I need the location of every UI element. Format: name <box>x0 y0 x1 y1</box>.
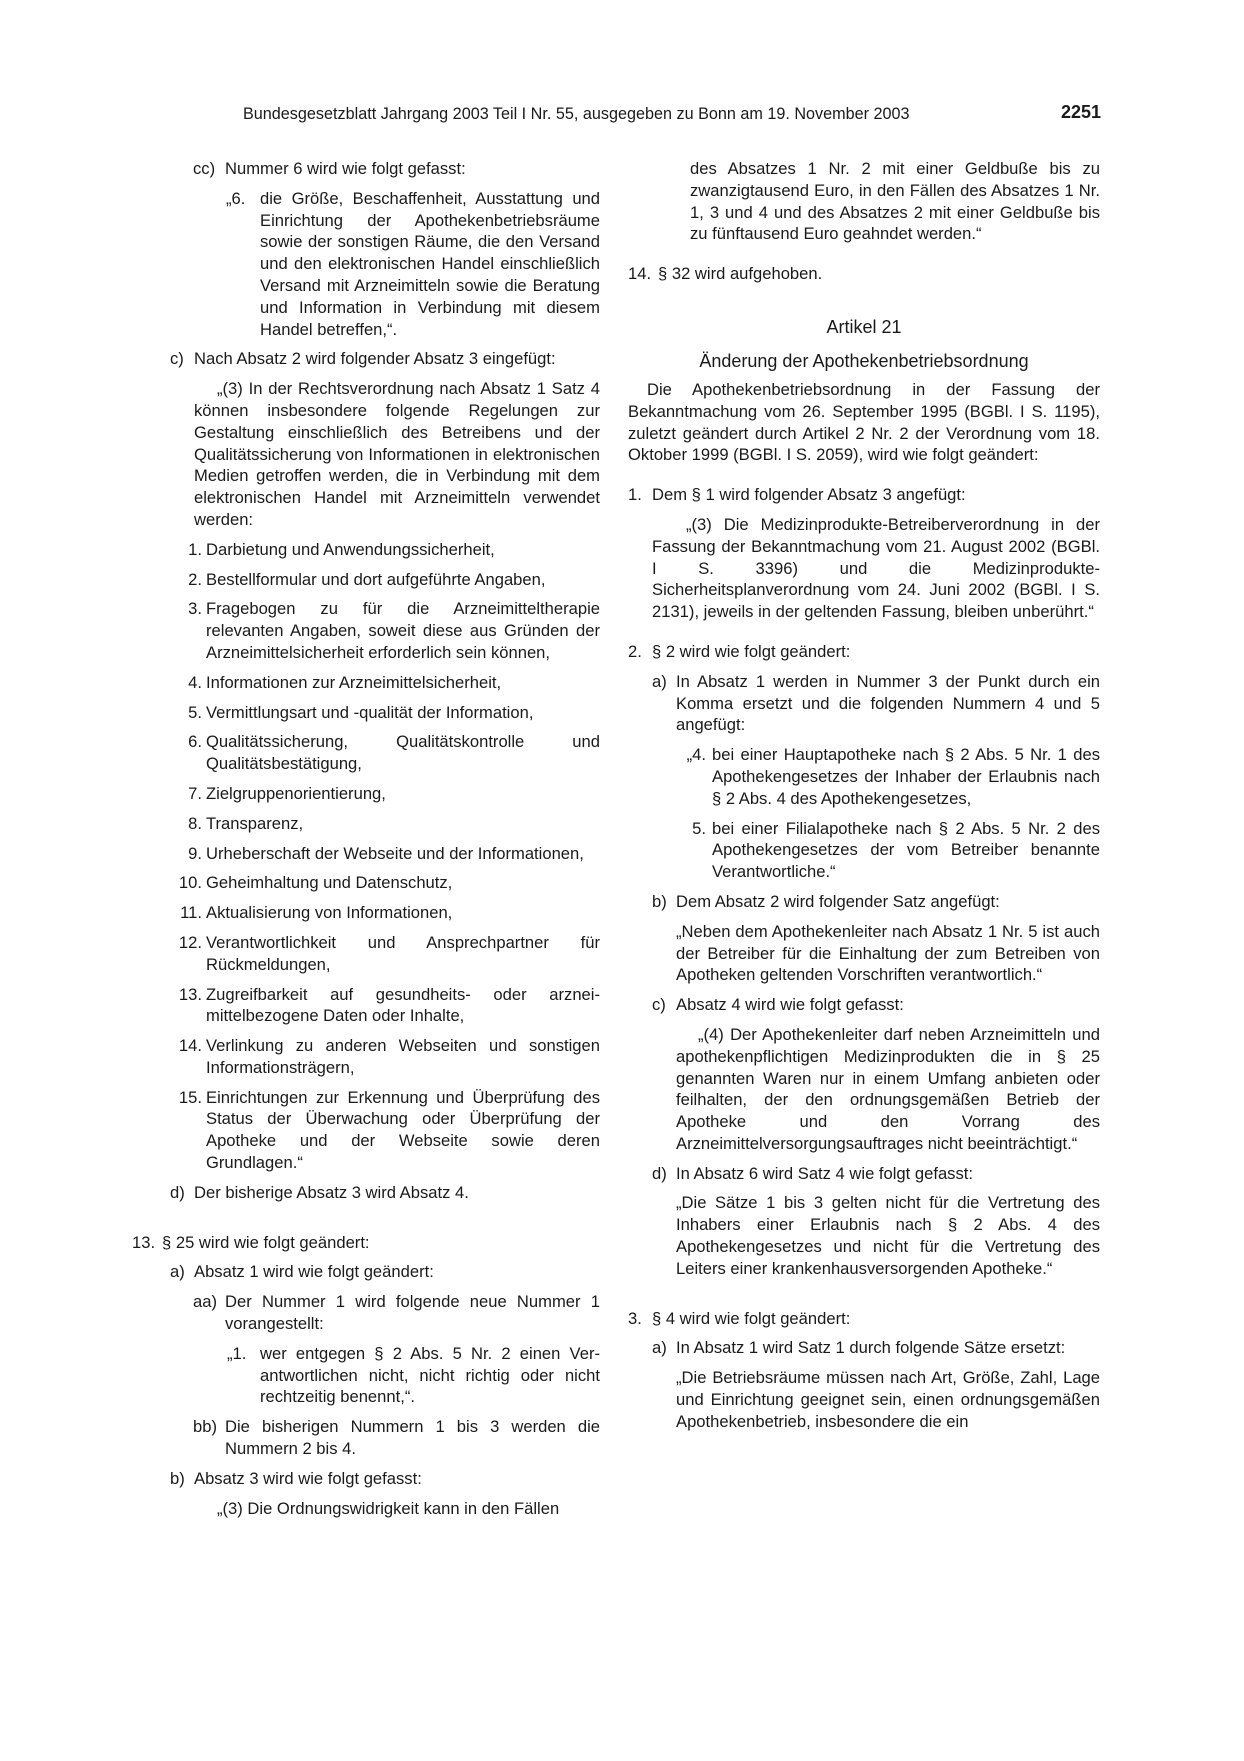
item-r2-c <box>628 994 1100 1016</box>
item-text: § 25 wird wie folgt geändert: <box>162 1232 370 1252</box>
item-label: 3. <box>628 1308 642 1328</box>
list-item <box>130 872 600 894</box>
list-item-number: 11. <box>180 903 202 923</box>
list-item-text: Verantwortlichkeit und Ansprechpartner für Rückmeldungen, <box>206 932 600 974</box>
item-r2-b <box>628 891 1100 913</box>
item-label: b) <box>170 1468 185 1488</box>
list-item <box>130 813 600 835</box>
item-r2-a-5 <box>628 818 1100 883</box>
item-label: „4. <box>686 745 706 765</box>
item-text: Dem § 1 wird folgender Absatz 3 angefügt: <box>652 485 966 505</box>
item-text: wer entgegen § 2 Abs. 5 Nr. 2 einen Verantwortlichen nicht, nicht richtig oder nicht rechtzeitig benennt,“. <box>260 1343 600 1407</box>
paragraph-r2-d-quote: „Die Sätze 1 bis 3 gelten nicht für die Vertretung des Inhabers einer Erlaubnis nach § 2 Abs. 4 des Apothekengesetzes und nicht für die Vertretung des Leiters einer krankenhausversorgenden Apotheke.“ <box>676 1193 1100 1278</box>
item-label: cc) <box>193 159 216 178</box>
page-header <box>243 103 1101 127</box>
article-subtitle: Änderung der Apothekenbetriebsordnung <box>699 350 1029 371</box>
item-1-quote <box>130 1343 600 1408</box>
left-column <box>130 158 600 1519</box>
paragraph-r3-a-quote: „Die Betriebsräume müssen nach Art, Größe, Zahl, Lage und Einrichtung geeignet sein, einen ordnungsgemäßen Apothekenbetrieb, insbesondere die ein <box>676 1368 1100 1431</box>
list-item <box>130 1087 600 1174</box>
item-d <box>130 1182 600 1204</box>
list-item-text: Bestellformular und dort aufgeführte Angaben, <box>206 569 546 589</box>
header-title: Bundesgesetzblatt Jahrgang 2003 Teil I Nr. 55, ausgegeben zu Bonn am 19. November 2003 <box>243 105 910 123</box>
item-r2-a-4 <box>628 744 1100 809</box>
list-item-text: Geheimhaltung und Datenschutz, <box>206 873 453 893</box>
item-label: aa) <box>193 1292 217 1312</box>
list-item <box>130 783 600 805</box>
item-label: c) <box>652 995 666 1015</box>
list-item <box>130 731 600 775</box>
item-13-b <box>130 1468 600 1490</box>
item-13 <box>130 1232 600 1254</box>
item-r2-a <box>628 671 1100 736</box>
item-text: In Absatz 6 wird Satz 4 wie folgt gefasst: <box>676 1163 973 1183</box>
list-item-text: Urheberschaft der Webseite und der Informationen, <box>206 843 584 863</box>
list-item-text: Einrichtungen zur Erkennung und Überprüfung des Status der Überwachung oder Überprüfung der Apotheke und der Webseite sowie deren Grundlagen.“ <box>206 1087 600 1173</box>
item-13-a <box>130 1261 600 1283</box>
list-item-text: Informationen zur Arzneimittelsicherheit, <box>206 672 502 692</box>
item-text: die Größe, Beschaffenheit, Ausstattung und Einrichtung der Apothekenbetriebsräume sowie der sonstigen Räume, die den Versand und den elektronischen Handel einschließlich Versand mit Arzneimitteln sowie die Beratung und Information in Verbindung mit diesem Handel betreffen,“. <box>260 188 600 339</box>
item-r2-d <box>628 1163 1100 1185</box>
item-text: Der bisherige Absatz 3 wird Absatz 4. <box>194 1182 469 1202</box>
item-text: Nummer 6 wird wie folgt gefasst: <box>225 159 466 178</box>
enumeration-list <box>130 539 600 1174</box>
item-label: a) <box>170 1262 185 1282</box>
list-item <box>130 702 600 724</box>
list-item <box>130 672 600 694</box>
item-text: bei einer Filialapotheke nach § 2 Abs. 5 Nr. 2 des Apothekengesetzes der vom Betreiber benannte Verantwortliche.“ <box>712 818 1100 882</box>
list-item-text: Verlinkung zu anderen Webseiten und sonstigen Informationsträgern, <box>206 1036 600 1077</box>
list-item <box>130 902 600 924</box>
list-item-number: 4. <box>188 672 202 692</box>
list-item <box>130 843 600 865</box>
item-label: a) <box>652 671 667 691</box>
list-item <box>130 569 600 591</box>
item-text: Absatz 1 wird wie folgt geändert: <box>194 1262 434 1282</box>
continued-text: des Absatzes 1 Nr. 2 mit einer Geldbuße bis zu zwanzigtausend Euro, in den Fällen des Absatzes 1 Nr. 1, 3 und 4 und des Absatzes 2 mit einer Geldbuße bis zu fünftausend Euro geahndet werden.“ <box>690 159 1100 244</box>
article-intro: Die Apothekenbetriebsordnung in der Fassung der Bekanntmachung vom 26. September 1995 (BGBl. I S. 1195), zuletzt geändert durch Artikel 2 Nr. 2 der Verordnung vom 18. Oktober 1999 (BGBl. I S. 2059), wird wie folgt geändert: <box>628 379 1100 465</box>
item-text: In Absatz 1 werden in Nummer 3 der Punkt durch ein Komma ersetzt und die folgenden Nummern 4 und 5 angefügt: <box>676 671 1100 735</box>
item-r3-a <box>628 1337 1100 1359</box>
list-item <box>130 984 600 1028</box>
item-text: Nach Absatz 2 wird folgender Absatz 3 eingefügt: <box>194 349 556 369</box>
item-text: bei einer Hauptapotheke nach § 2 Abs. 5 Nr. 1 des Apothekengesetzes der Inhaber der Erlaubnis nach § 2 Abs. 4 des Apothekengesetzes, <box>712 745 1100 808</box>
item-r2 <box>628 641 1100 663</box>
item-label: d) <box>170 1182 185 1202</box>
item-aa <box>130 1291 600 1335</box>
item-label: 1. <box>628 485 642 505</box>
item-label: d) <box>652 1163 667 1183</box>
item-text: § 4 wird wie folgt geändert: <box>652 1308 851 1328</box>
item-label: 5. <box>692 818 706 838</box>
item-text: Absatz 3 wird wie folgt gefasst: <box>194 1468 422 1488</box>
list-item-text: Zugreifbarkeit auf gesundheits- oder arzneimittelbezogene Daten oder Inhalte, <box>206 984 600 1026</box>
paragraph-r1-quote: „(3) Die Medizinprodukte-Betreiberverordnung in der Fassung der Bekanntmachung vom 21. August 2002 (BGBl. I S. 3396) und die Medizinprodukte-Sicherheitsplanverordnung vom 24. Juni 2002 (BGBl. I S. 2131), jeweils in der geltenden Fassung, bleiben unberührt.“ <box>652 514 1100 622</box>
paragraph-3-quote: „(3) In der Rechtsverordnung nach Absatz 1 Satz 4 können insbesondere folgende Regelungen zur Gestaltung einschließlich des Betreibens und der Qualitätssicherung von Informationen in elektronischen Medien getroffen werden, die in Verbindung mit dem elektronischen Handel mit Arzneimitteln verwendet werden: <box>194 379 600 529</box>
list-item-text: Fragebogen zu für die Arzneimitteltherapie relevanten Angaben, soweit diese aus Gründen der Arzneimittelsicherheit erforderlich sein können, <box>206 599 600 662</box>
item-r3 <box>628 1308 1100 1330</box>
list-item-number: 15. <box>178 1087 202 1107</box>
item-label: a) <box>652 1338 667 1358</box>
list-item-number: 6. <box>188 732 202 752</box>
item-r1 <box>628 484 1100 506</box>
item-text: Dem Absatz 2 wird folgender Satz angefügt: <box>676 891 1000 911</box>
paragraph-r2-b-quote: „Neben dem Apothekenleiter nach Absatz 1 Nr. 5 ist auch der Betreiber für die Einhaltung der zum Betreiben von Apotheken geltenden Vorschriften verantwortlich.“ <box>676 921 1100 985</box>
list-item-number: 3. <box>188 599 202 619</box>
list-item-text: Transparenz, <box>206 813 304 833</box>
list-item-text: Vermittlungsart und -qualität der Information, <box>206 702 534 722</box>
item-label: „1. <box>227 1343 247 1363</box>
page-number: 2251 <box>1060 102 1101 122</box>
item-label: 13. <box>132 1232 156 1252</box>
item-label: 14. <box>628 264 652 284</box>
list-item-number: 12. <box>178 932 202 952</box>
list-item-number: 14. <box>178 1036 202 1056</box>
item-text: In Absatz 1 wird Satz 1 durch folgende Sätze ersetzt: <box>676 1338 1066 1358</box>
right-column <box>628 158 1100 1433</box>
paragraph-b-quote: „(3) Die Ordnungswidrigkeit kann in den Fällen <box>217 1498 560 1518</box>
list-item-number: 2. <box>188 569 202 589</box>
item-14 <box>628 263 1100 285</box>
list-item <box>130 932 600 976</box>
item-text: Die bisherigen Nummern 1 bis 3 werden die Nummern 2 bis 4. <box>225 1417 600 1459</box>
item-bb <box>130 1416 600 1460</box>
list-item-number: 7. <box>188 783 202 803</box>
list-item-number: 5. <box>188 702 202 722</box>
list-item-number: 13. <box>178 984 202 1004</box>
item-label: bb) <box>193 1417 217 1437</box>
list-item-text: Qualitätssicherung, Qualitätskontrolle und Qualitätsbestätigung, <box>206 732 600 774</box>
item-text: § 32 wird aufgehoben. <box>658 264 823 284</box>
list-item <box>130 598 600 663</box>
item-text: Der Nummer 1 wird folgende neue Nummer 1 vorangestellt: <box>225 1292 600 1334</box>
list-item-text: Aktualisierung von Informationen, <box>206 903 453 923</box>
item-c <box>130 348 600 370</box>
item-label: b) <box>652 891 667 911</box>
list-item-number: 1. <box>188 539 202 559</box>
article-title: Artikel 21 <box>826 316 902 337</box>
list-item-number: 10. <box>178 873 202 893</box>
item-text: Absatz 4 wird wie folgt gefasst: <box>676 995 904 1015</box>
item-label: „6. <box>226 188 246 208</box>
list-item-text: Zielgruppenorientierung, <box>206 783 386 803</box>
list-item <box>130 1035 600 1079</box>
list-item-number: 9. <box>188 843 202 863</box>
list-item-text: Darbietung und Anwendungssicherheit, <box>206 539 495 559</box>
item-label: 2. <box>628 641 642 661</box>
item-6-quote <box>130 188 600 341</box>
item-cc <box>130 158 600 180</box>
list-item <box>130 539 600 561</box>
item-text: § 2 wird wie folgt geändert: <box>652 641 851 661</box>
list-item-number: 8. <box>188 813 202 833</box>
item-label: c) <box>170 349 184 369</box>
paragraph-r2-c-quote: „(4) Der Apothekenleiter darf neben Arzneimitteln und apothekenpflichtigen Medizinprodukten die in § 25 genannten Waren nur in einem Umfang anbieten oder feilhalten, der den ordnungsgemäßen Betrieb der Apotheke und den Vorrang des Arzneimittelversorgungsauftrages nicht beeinträchtigt.“ <box>676 1024 1100 1153</box>
